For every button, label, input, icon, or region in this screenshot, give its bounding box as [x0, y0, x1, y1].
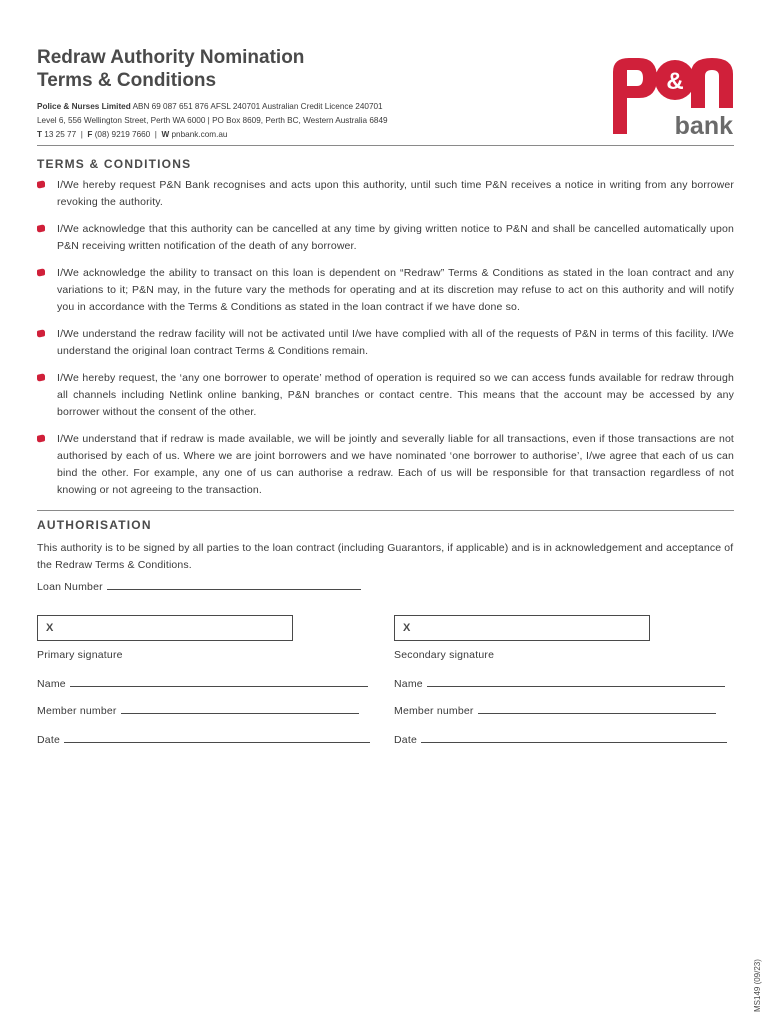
loan-number-field[interactable] — [37, 580, 361, 593]
member-number-label: Member number — [394, 705, 474, 717]
terms-item — [37, 177, 734, 211]
member-number-line[interactable] — [121, 704, 359, 714]
terms-item — [37, 265, 734, 316]
secondary-signature-label: Secondary signature — [394, 649, 495, 661]
terms-item — [37, 370, 734, 421]
authorisation-heading: AUTHORISATION — [37, 518, 152, 532]
phone-number: 13 25 77 — [44, 130, 77, 139]
terms-item — [37, 431, 734, 499]
pn-bank-logo — [609, 50, 737, 140]
company-line — [37, 100, 388, 114]
name-line[interactable] — [70, 677, 368, 687]
terms-item — [37, 221, 734, 255]
primary-signature-label: Primary signature — [37, 649, 123, 661]
company-details: ABN 69 087 651 876 AFSL 240701 Australian Credit Licence 240701 — [132, 102, 383, 111]
terms-item-text: I/We hereby request P&N Bank recognises and acts upon this authority, until such time P&N receives a notice in writing from any borrower revoking the authority. — [57, 179, 734, 208]
contact-line: T 13 25 77 | F (08) 9219 7660 | W pnbank.com.au — [37, 130, 228, 139]
secondary-signature-box[interactable] — [394, 615, 650, 641]
phone-label: T — [37, 130, 43, 139]
date-label: Date — [394, 734, 417, 746]
web-address: pnbank.com.au — [171, 130, 228, 139]
secondary-member-number-field[interactable] — [394, 704, 716, 717]
date-line[interactable] — [64, 733, 370, 743]
sign-mark: X — [403, 622, 411, 634]
primary-name-field[interactable] — [37, 677, 368, 690]
bullet-marker — [37, 268, 45, 277]
secondary-date-field[interactable] — [394, 733, 727, 746]
section-divider — [37, 510, 734, 511]
loan-number-label: Loan Number — [37, 581, 103, 593]
terms-item-text: I/We acknowledge that this authority can be cancelled at any time by giving written notice to P&N and shall be cancelled automatically upon P&N receiving written notification of the death of any borrower. — [57, 223, 734, 252]
secondary-name-field[interactable] — [394, 677, 725, 690]
sign-mark: X — [46, 622, 54, 634]
bullet-marker — [37, 373, 45, 382]
document-title — [37, 46, 304, 92]
bullet-marker — [37, 434, 45, 443]
name-label: Name — [37, 678, 66, 690]
header-divider — [37, 145, 734, 146]
primary-signature-box[interactable] — [37, 615, 293, 641]
company-name: Police & Nurses Limited — [37, 102, 131, 111]
member-number-line[interactable] — [478, 704, 716, 714]
logo-p-shape — [613, 58, 657, 134]
logo-bank-text: bank — [674, 112, 733, 140]
terms-list — [37, 177, 734, 509]
date-label: Date — [37, 734, 60, 746]
fax-label: F — [87, 130, 93, 139]
logo-ampersand: & — [666, 68, 684, 95]
form-code: MS149 (09/23) — [753, 959, 762, 1012]
terms-item — [37, 326, 734, 360]
terms-item-text: I/We understand that if redraw is made available, we will be jointly and severally liable for all transactions, even if those transactions are not authorised by each of us. Where we are joint borrowers and we have nominated ‘one borrower to authorise’, I/we agree that each of us can bind the other. For example, any one of us can authorise a redraw. Each of us will be responsible for that transaction regardless of not knowing or not agreeing to the transaction. — [57, 433, 734, 496]
authorisation-text: This authority is to be signed by all parties to the loan contract (including Guarantors, if applicable) and is in acknowledgement and acceptance of the Redraw Terms & Conditions. — [37, 542, 734, 571]
primary-member-number-field[interactable] — [37, 704, 359, 717]
terms-heading: TERMS & CONDITIONS — [37, 157, 192, 171]
bullet-marker — [37, 329, 45, 338]
fax-number: (08) 9219 7660 — [94, 130, 151, 139]
bullet-marker — [37, 180, 45, 189]
loan-number-line[interactable] — [107, 580, 361, 590]
title-line-2: Terms & Conditions — [37, 70, 217, 91]
web-label: W — [161, 130, 170, 139]
primary-date-field[interactable] — [37, 733, 370, 746]
member-number-label: Member number — [37, 705, 117, 717]
date-line[interactable] — [421, 733, 727, 743]
terms-item-text: I/We hereby request, the ‘any one borrower to operate’ method of operation is required so we can access funds available for redraw through all channels including Netlink online banking, P&N branches or contact centre. This means that the account may be accessed by any borrower without the consent of the other. — [57, 372, 734, 418]
logo-n-shape — [691, 58, 733, 108]
name-line[interactable] — [427, 677, 725, 687]
terms-item-text: I/We acknowledge the ability to transact on this loan is dependent on “Redraw” Terms & Conditions as stated in the loan contract and any variations to it; P&N may, in the future vary the methods for operating and at its discretion may refuse to act on this authority and will notify you in accordance with the Terms & Conditions as stated in the loan contract if we have done so. — [57, 267, 734, 313]
terms-item-text: I/We understand the redraw facility will not be activated until I/we have complied with all of the requests of P&N in terms of this facility. I/We understand the original loan contract Terms & Conditions remain. — [57, 328, 734, 357]
company-info — [37, 100, 388, 142]
address-line: Level 6, 556 Wellington Street, Perth WA 6000 | PO Box 8609, Perth BC, Western Australia 6849 — [37, 116, 388, 125]
title-line-1: Redraw Authority Nomination — [37, 47, 305, 68]
bullet-marker — [37, 224, 45, 233]
name-label: Name — [394, 678, 423, 690]
